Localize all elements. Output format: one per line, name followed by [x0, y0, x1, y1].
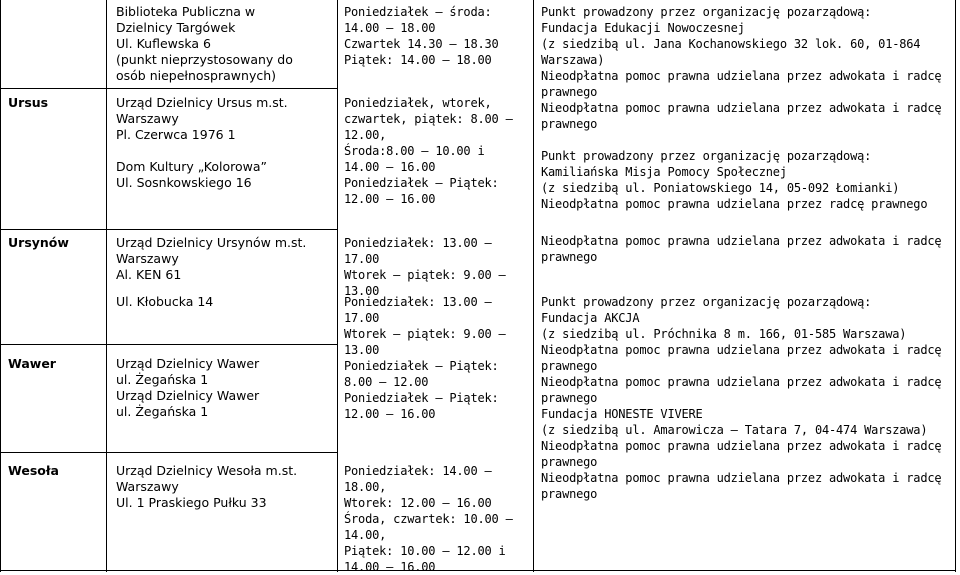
hours-line: Poniedziałek, wtorek, — [344, 96, 492, 110]
org-line: Punkt prowadzony przez organizację pozarządową: — [541, 149, 872, 163]
org-line: Warszawa) — [541, 53, 605, 67]
address-line: ul. Żegańska 1 — [116, 404, 209, 419]
hours-cell-wesola — [344, 463, 513, 575]
hours-line: Wtorek – piątek: 9.00 – — [344, 327, 506, 341]
hours-line: Poniedziałek: 14.00 – — [344, 464, 492, 478]
address-cell-wawer — [116, 356, 259, 420]
address-cell-wesola — [116, 463, 297, 511]
address-line: Dom Kultury „Kolorowa” — [116, 159, 267, 174]
hours-line: Poniedziałek – Piątek: — [344, 176, 499, 190]
hours-cell-klobucka — [344, 294, 506, 358]
hours-line: Środa:8.00 – 10.00 i — [344, 144, 485, 158]
hours-line: 12.00, — [344, 128, 387, 142]
org-line: Punkt prowadzony przez organizację pozarządową: — [541, 5, 872, 19]
org-line: Nieodpłatna pomoc prawna udzielana przez adwokata i radcę — [541, 69, 942, 83]
row-divider-wawer — [0, 344, 338, 345]
column-divider-1 — [106, 0, 107, 572]
address-line: Ul. Kuflewska 6 — [116, 36, 211, 51]
hours-line: Wtorek: 12.00 – 16.00 — [344, 496, 492, 510]
org-line: prawnego — [541, 85, 598, 99]
org-line: Nieodpłatna pomoc prawna udzielana przez adwokata i radcę — [541, 439, 942, 453]
address-line: Urząd Dzielnicy Wawer — [116, 388, 260, 403]
hours-cell-wawer — [344, 358, 499, 422]
org-line: Nieodpłatna pomoc prawna udzielana przez adwokata i radcę — [541, 471, 942, 485]
address-cell-ursynow — [116, 235, 306, 283]
org-line: prawnego — [541, 117, 598, 131]
org-line: prawnego — [541, 487, 598, 501]
district-ursynow: Ursynów — [8, 235, 69, 250]
org-line: Kamiliańska Misja Pomocy Społecznej — [541, 165, 787, 179]
org-line: Nieodpłatna pomoc prawna udzielana przez adwokata i radcę — [541, 234, 942, 248]
org-cell-wawer — [541, 358, 941, 454]
hours-line: Poniedziałek: 13.00 – — [344, 236, 492, 250]
org-cell-ursus — [541, 100, 941, 212]
org-line: (z siedzibą ul. Jana Kochanowskiego 32 lok. 60, 01-864 — [541, 37, 921, 51]
org-cell-ursynow — [541, 233, 941, 265]
hours-line: Wtorek – piątek: 9.00 – — [344, 268, 506, 282]
hours-line: Piątek: 10.00 – 12.00 i — [344, 544, 506, 558]
hours-line: 18.00, — [344, 480, 387, 494]
hours-cell-ursus — [344, 95, 513, 207]
district-ursus: Ursus — [8, 95, 49, 110]
hours-line: 13.00 — [344, 284, 380, 298]
hours-cell-targowek — [344, 4, 499, 68]
hours-line: Poniedziałek – środa: — [344, 5, 492, 19]
address-line: Warszawy — [116, 111, 179, 126]
hours-line: 14.00 – 16.00 — [344, 560, 436, 574]
district-wesola: Wesoła — [8, 463, 59, 478]
org-line: (z siedzibą ul. Amarowicza – Tatara 7, 04-474 Warszawa) — [541, 423, 928, 437]
hours-line: Czwartek 14.30 – 18.30 — [344, 37, 499, 51]
hours-cell-ursynow — [344, 235, 506, 299]
column-divider-2 — [337, 0, 338, 572]
org-line: prawnego — [541, 359, 598, 373]
hours-line: Poniedziałek: 13.00 – — [344, 295, 492, 309]
hours-line: Poniedziałek – Piątek: — [344, 391, 499, 405]
hours-line: 17.00 — [344, 252, 380, 266]
row-divider-wesola — [0, 452, 338, 453]
org-line: Nieodpłatna pomoc prawna udzielana przez adwokata i radcę — [541, 375, 942, 389]
address-line: Warszawy — [116, 251, 179, 266]
table-border-right — [955, 0, 956, 572]
address-cell-ursus — [116, 95, 288, 191]
hours-line: 14.00 – 16.00 — [344, 160, 436, 174]
hours-line: 14.00, — [344, 528, 387, 542]
hours-line: 12.00 – 16.00 — [344, 192, 436, 206]
address-cell-targowek — [116, 4, 293, 84]
hours-line: Piątek: 14.00 – 18.00 — [344, 53, 492, 67]
org-line: prawnego — [541, 250, 598, 264]
org-cell-wesola — [541, 454, 941, 502]
address-spacer — [116, 143, 288, 159]
address-line: ul. Żegańska 1 — [116, 372, 209, 387]
address-line: Dzielnicy Targówek — [116, 20, 236, 35]
address-line: Urząd Dzielnicy Wesoła m.st. — [116, 463, 298, 478]
org-line: Fundacja AKCJA — [541, 311, 640, 325]
address-line: (punkt nieprzystosowany do — [116, 52, 293, 67]
address-line: osób niepełnosprawnych) — [116, 68, 277, 83]
address-line: Warszawy — [116, 479, 179, 494]
table-border-left — [0, 0, 1, 572]
address-line: Urząd Dzielnicy Ursus m.st. — [116, 95, 288, 110]
hours-line: 12.00 – 16.00 — [344, 407, 436, 421]
row-divider-ursynow — [0, 229, 338, 230]
hours-line: 8.00 – 12.00 — [344, 375, 429, 389]
org-line: Nieodpłatna pomoc prawna udzielana przez adwokata i radcę — [541, 343, 942, 357]
org-cell-targowek — [541, 4, 941, 100]
hours-line: 13.00 — [344, 343, 380, 357]
org-line: (z siedzibą ul. Poniatowskiego 14, 05-092 Łomianki) — [541, 181, 900, 195]
org-line: Fundacja Edukacji Nowoczesnej — [541, 21, 745, 35]
org-line: Fundacja HONESTE VIVERE — [541, 407, 703, 421]
org-cell-klobucka — [541, 294, 941, 358]
hours-line: 17.00 — [344, 311, 380, 325]
address-line: Ul. 1 Praskiego Pułku 33 — [116, 495, 267, 510]
org-line: Nieodpłatna pomoc prawna udzielana przez adwokata i radcę — [541, 101, 942, 115]
address-cell-klobucka — [116, 294, 213, 310]
address-line: Urząd Dzielnicy Wawer — [116, 356, 260, 371]
district-wawer: Wawer — [8, 356, 56, 371]
hours-line: czwartek, piątek: 8.00 – — [344, 112, 513, 126]
address-line: Ul. Kłobucka 14 — [116, 294, 214, 309]
column-divider-3 — [533, 0, 534, 572]
org-spacer — [541, 132, 941, 148]
address-line: Biblioteka Publiczna w — [116, 4, 256, 19]
row-divider-ursus — [0, 88, 338, 89]
org-line: Nieodpłatna pomoc prawna udzielana przez radcę prawnego — [541, 197, 928, 211]
hours-line: Poniedziałek – Piątek: — [344, 359, 499, 373]
address-line: Ul. Sosnkowskiego 16 — [116, 175, 252, 190]
org-line: Punkt prowadzony przez organizację pozarządową: — [541, 295, 872, 309]
org-line: prawnego — [541, 391, 598, 405]
address-line: Pl. Czerwca 1976 1 — [116, 127, 236, 142]
hours-line: 14.00 – 18.00 — [344, 21, 436, 35]
address-line: Al. KEN 61 — [116, 267, 182, 282]
org-line: (z siedzibą ul. Próchnika 8 m. 166, 01-585 Warszawa) — [541, 327, 907, 341]
org-line: prawnego — [541, 455, 598, 469]
address-line: Urząd Dzielnicy Ursynów m.st. — [116, 235, 307, 250]
hours-line: Środa, czwartek: 10.00 – — [344, 512, 513, 526]
